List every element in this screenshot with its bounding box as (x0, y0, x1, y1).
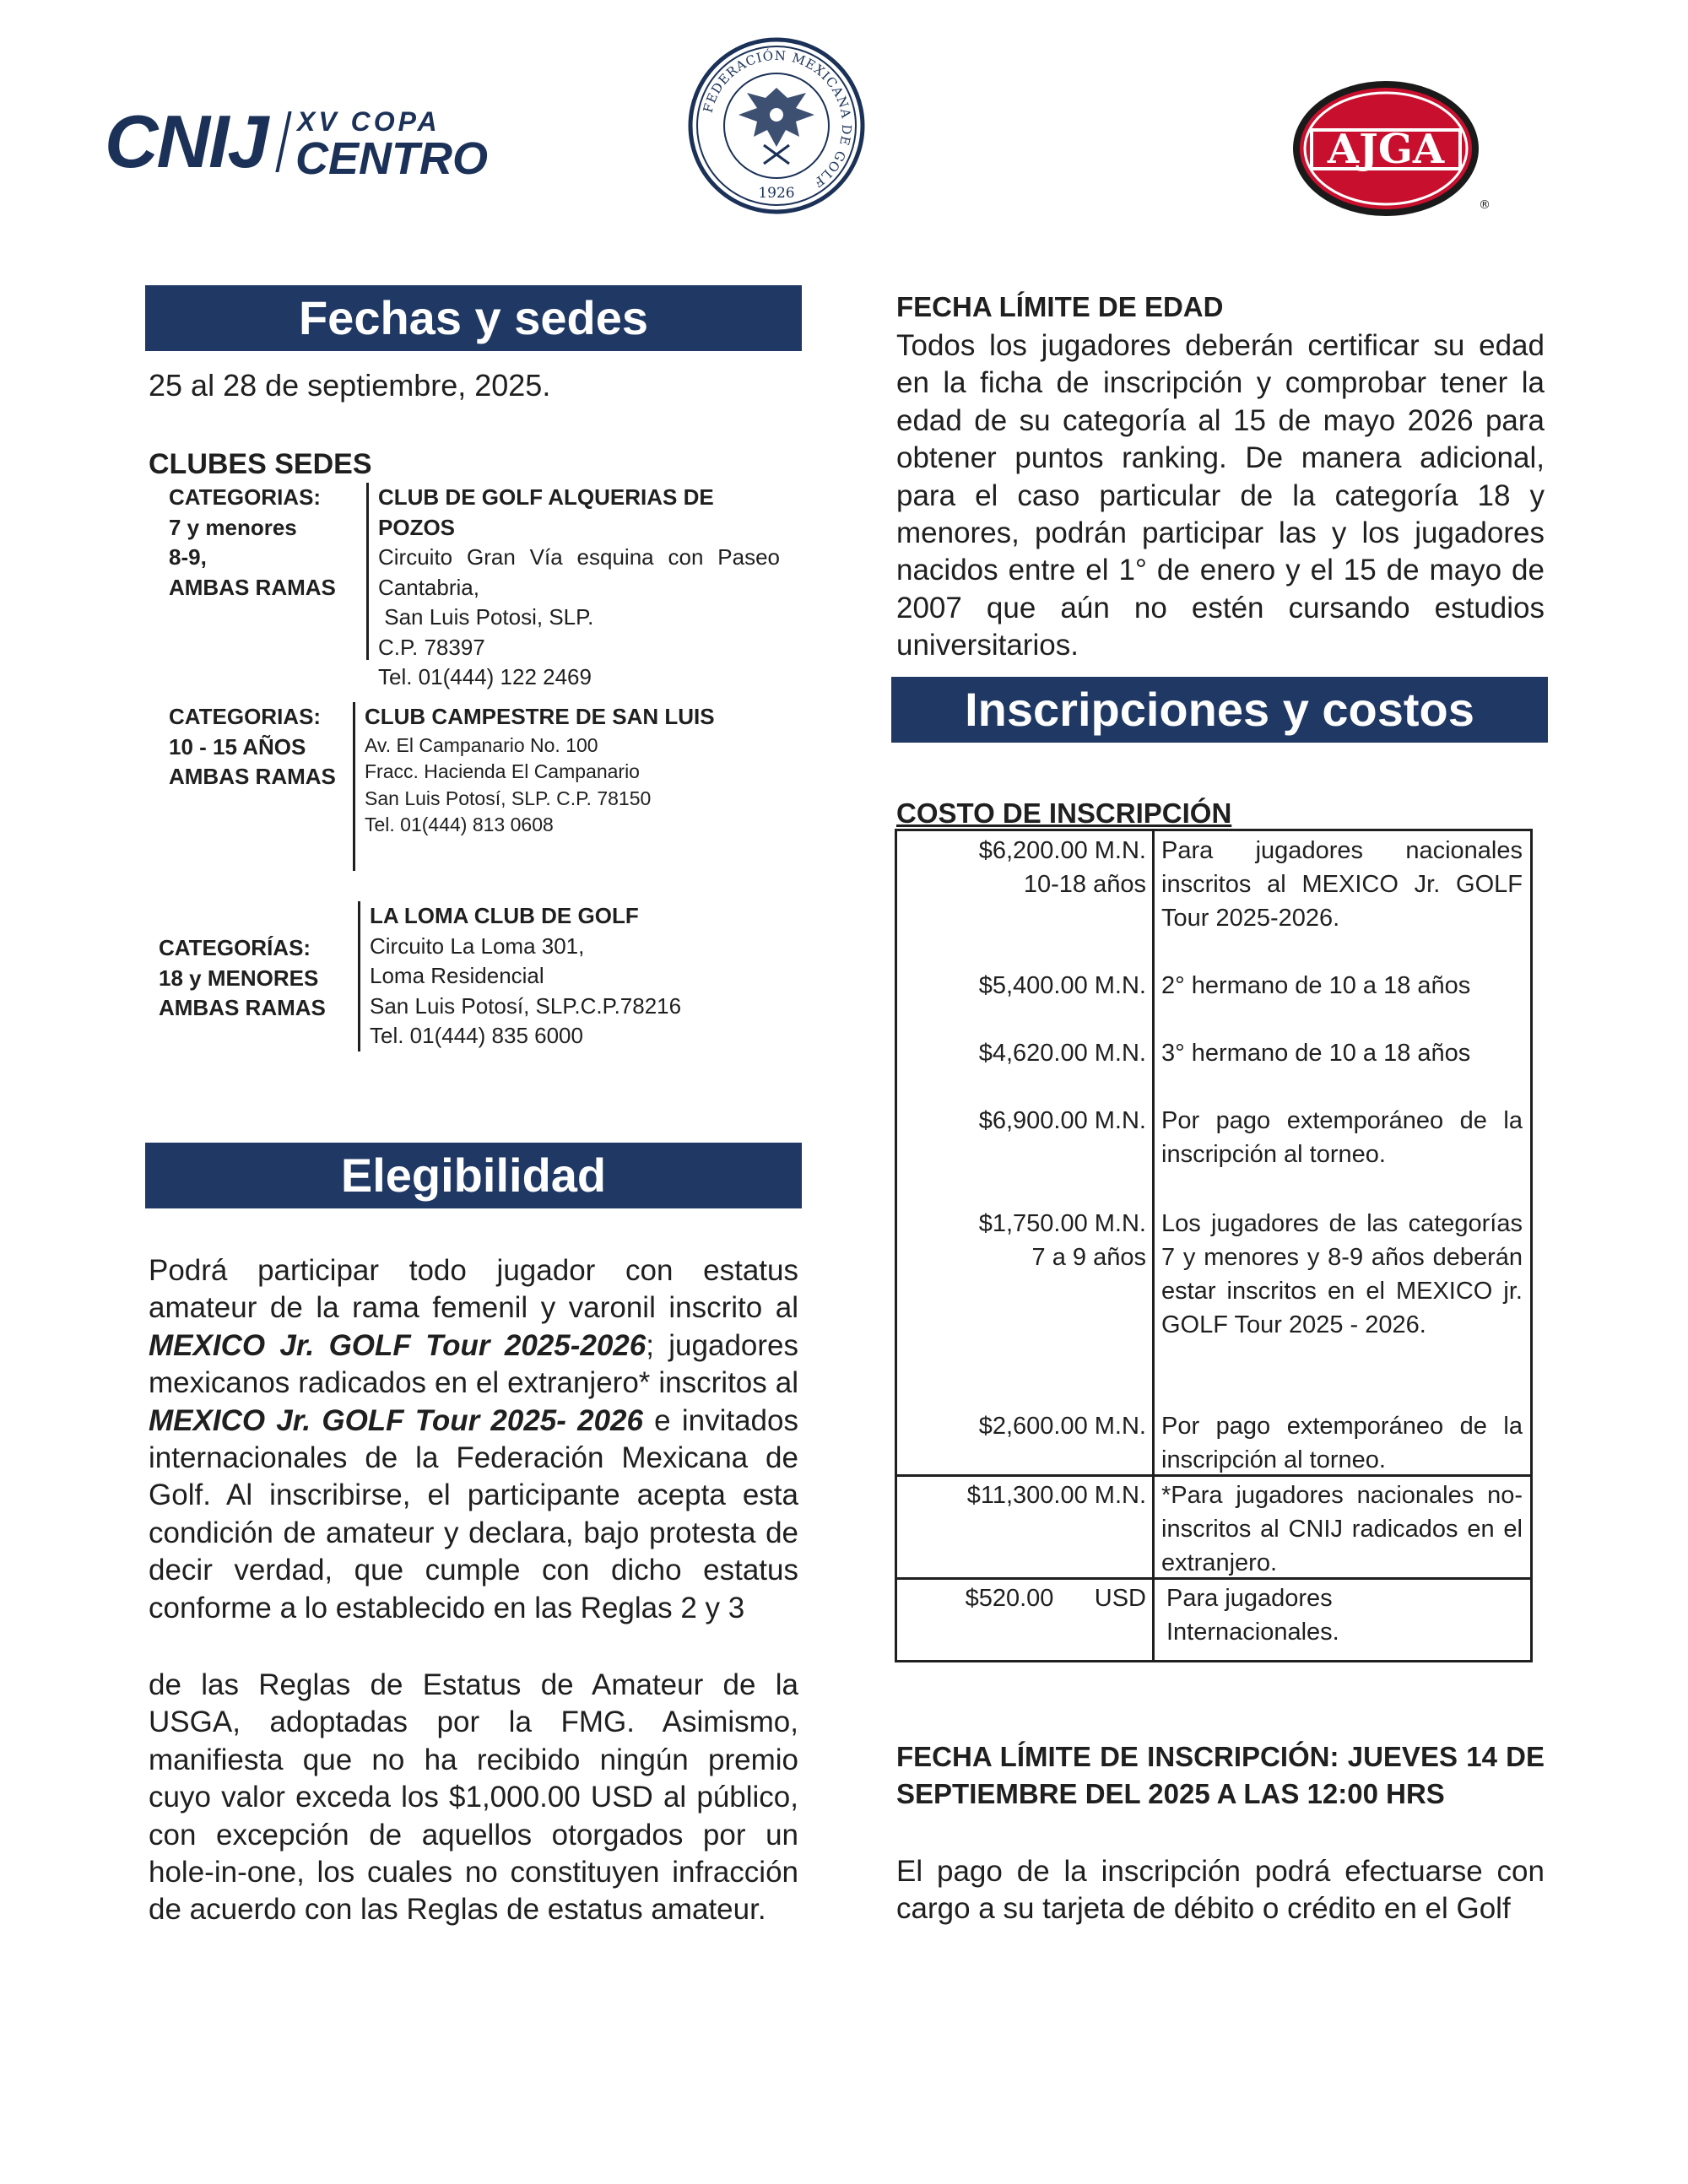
sede-3-categories: CATEGORÍAS: 18 y MENORES AMBAS RAMAS (159, 935, 326, 1020)
sede-1-categories: CATEGORIAS: 7 y menores 8-9, AMBAS RAMAS (169, 484, 336, 600)
sede-3-divider (358, 901, 360, 1051)
cost-row-2-desc: 2° hermano de 10 a 18 años (1161, 972, 1471, 999)
elegibilidad-paragraph-1: Podrá participar todo jugador con estatus amateur de la rama femenil y varonil inscrito al MEXICO Jr. GOLF Tour 2025-2026; jugadores mexicanos radicados en el extranjero* inscritos al MEXICO Jr. GOLF Tour 2025- 2026 e invitados internacionales de la Federación Mexicana de Golf. Al inscribirse, el participante acepta esta condición de amateur y declara, bajo protesta de decir verdad, que cumple con dicho estatus conforme a lo establecido en las Reglas 2 y 3 (149, 1254, 799, 1624)
cnij-logo-line2: CENTRO (295, 133, 488, 184)
cost-row-3-desc: 3° hermano de 10 a 18 años (1161, 1040, 1471, 1067)
elegibilidad-paragraph-2: de las Reglas de Estatus de Amateur de la USGA, adoptadas por la FMG. Asimismo, manifiesta que no ha recibido ningún premio cuyo valor exceda los $1,000.00 USD al público, con excepción de aquellos otorgados por un hole-in-one, los cuales no constituyen infracción de acuerdo con las Reglas de estatus amateur. (149, 1668, 798, 1927)
cost-row-2-price: $5,400.00 M.N. (978, 972, 1146, 999)
sede-2-categories: CATEGORIAS: 10 - 15 AÑOS AMBAS RAMAS (169, 704, 336, 789)
cnij-logo-line1: XV COPA (297, 106, 441, 137)
clubes-sedes-title: CLUBES SEDES (149, 448, 372, 480)
fecha-limite-inscripcion: FECHA LÍMITE DE INSCRIPCIÓN: JUEVES 14 DE SEPTIEMBRE DEL 2025 A LAS 12:00 HRS (896, 1741, 1545, 1809)
fmg-seal-icon (688, 37, 865, 214)
event-dates: 25 al 28 de septiembre, 2025. (149, 368, 551, 403)
cost-row-8-price: $520.00 USD (965, 1585, 1146, 1612)
cnij-logo (105, 100, 488, 192)
costo-inscripcion-title: COSTO DE INSCRIPCIÓN (896, 797, 1232, 829)
cost-row-1-price: $6,200.00 M.N. 10-18 años (978, 837, 1146, 898)
ajga-oval-icon (1291, 78, 1494, 221)
cnij-logo-mark: CNIJ (105, 100, 268, 183)
cost-row-6-desc: Por pago extemporáneo de la inscripción al torneo. (1161, 1413, 1523, 1473)
cost-row-6-price: $2,600.00 M.N. (978, 1413, 1146, 1440)
cost-row-5-price: $1,750.00 M.N. 7 a 9 años (978, 1210, 1146, 1271)
sede-1-divider (366, 483, 369, 660)
fmg-seal-logo (688, 37, 865, 214)
fecha-limite-edad-title: FECHA LÍMITE DE EDAD (896, 291, 1224, 322)
sede-3-info: LA LOMA CLUB DE GOLF Circuito La Loma 301, Loma Residencial San Luis Potosí, SLP.C.P.78216 Tel. 01(444) 835 6000 (370, 901, 775, 1051)
section-heading-inscripciones: Inscripciones y costos (891, 677, 1548, 743)
forma-de-pago-text: El pago de la inscripción podrá efectuarse con cargo a su tarjeta de débito o crédito en el Golf (896, 1855, 1545, 1926)
cost-row-7-desc: *Para jugadores nacionales no-inscritos al CNIJ radicados en el extranjero. (1161, 1482, 1523, 1576)
fmg-seal-year: 1926 (758, 185, 795, 202)
section-heading-fechas: Fechas y sedes (145, 285, 802, 351)
svg-text:®: ® (1479, 198, 1491, 212)
cost-row-8-desc: Para jugadores Internacionales. (1166, 1585, 1339, 1646)
cost-row-1-desc: Para jugadores nacionales inscritos al MEXICO Jr. GOLF Tour 2025-2026. (1161, 837, 1523, 932)
sede-1-club-name: CLUB DE GOLF ALQUERIAS DE POZOS (378, 484, 714, 540)
cost-row-7-price: $11,300.00 M.N. (966, 1482, 1146, 1509)
sede-1-info: CLUB DE GOLF ALQUERIAS DE POZOS Circuito Gran Vía esquina con Paseo Cantabria, San Luis Potosi, SLP. C.P. 78397 Tel. 01(444) 122 2469 (378, 484, 780, 689)
costs-table (895, 829, 1533, 1662)
fmg-seal-ring-text: FEDERACIÓN MEXICANA DE GOLF (700, 47, 855, 191)
cost-row-4-price: $6,900.00 M.N. (978, 1107, 1146, 1134)
cost-row-4-desc: Por pago extemporáneo de la inscripción al torneo. (1161, 1107, 1523, 1168)
ajga-logo (1291, 78, 1494, 221)
sede-2-info: CLUB CAMPESTRE DE SAN LUIS Av. El Campanario No. 100 Fracc. Hacienda El Campanario San Luis Potosí, SLP. C.P. 78150 Tel. 01(444) 813 0608 (365, 702, 778, 839)
sede-3-club-name: LA LOMA CLUB DE GOLF (370, 903, 639, 928)
cost-row-3-price: $4,620.00 M.N. (978, 1040, 1146, 1067)
section-heading-elegibilidad: Elegibilidad (145, 1143, 802, 1208)
sede-2-divider (353, 702, 355, 871)
cost-row-5-desc: Los jugadores de las categorías 7 y menores y 8-9 años deberán estar inscritos en el MEXICO jr. GOLF Tour 2025 - 2026. (1161, 1210, 1523, 1338)
fecha-limite-edad-text: Todos los jugadores deberán certificar su edad en la ficha de inscripción y comprobar tener la edad de su categoría al 15 de mayo 2026 para obtener puntos ranking. De manera adicional, para el caso particular de la categoría 18 y menores, podrán participar las y los jugadores nacidos entre el 1° de enero y el 15 de mayo de 2007 que aún no estén cursando estudios universitarios. (896, 329, 1545, 662)
ajga-logo-text: AJGA (1327, 126, 1445, 173)
sede-2-club-name: CLUB CAMPESTRE DE SAN LUIS (365, 704, 715, 729)
